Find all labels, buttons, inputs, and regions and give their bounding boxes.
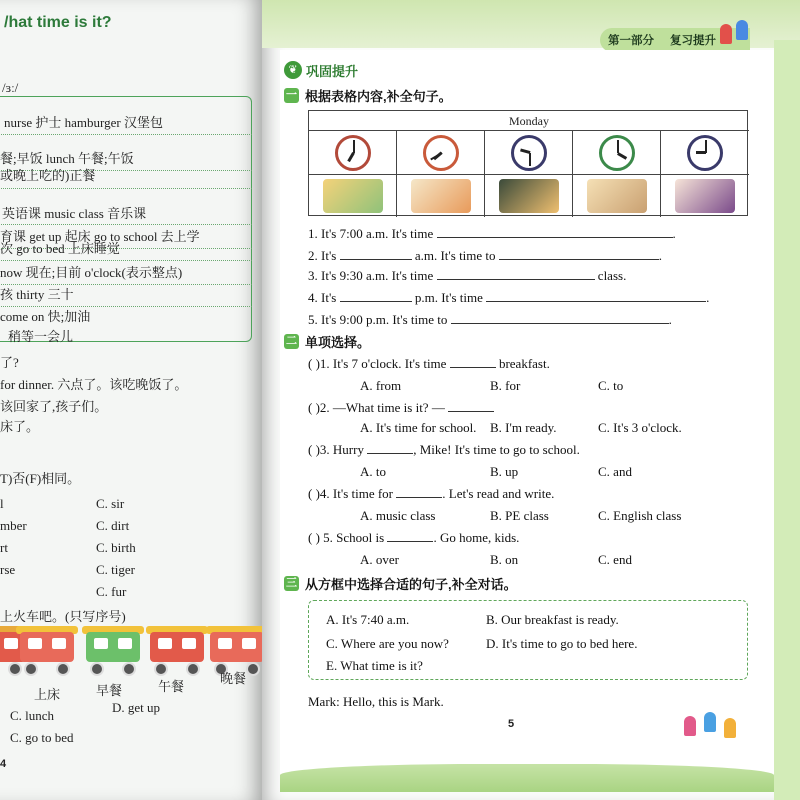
q2-option[interactable]: C. English class [598,508,682,523]
answer-blank[interactable] [448,400,494,412]
vocab-line: nurse 护士 hamburger 汉堡包 [4,115,163,130]
train-car [148,626,208,680]
tf-option: C. birth [96,540,136,555]
clock-icon [423,135,459,171]
vocab-line: 餐;早饭 lunch 午餐;午饭 [0,151,134,166]
question-2-heading: 二 单项选择。 [286,335,371,350]
answer-blank[interactable] [340,290,412,302]
train-instruction: 上火车吧。(只写序号) [0,609,126,624]
leaf-icon: ❦ [284,61,302,79]
schedule-table [308,110,748,216]
question-3-heading: 三 从方框中选择合适的句子,补全对话。 [286,577,517,592]
q2-option[interactable]: B. up [490,464,519,479]
train-car [18,626,78,680]
clock-cell [573,131,661,175]
train-option: D. get up [112,700,161,715]
dialog-line: Mark: Hello, this is Mark. [308,694,444,709]
clock-cell [309,131,397,175]
train-label: 晚餐 [220,671,247,686]
header-section: 复习提升 [670,35,716,47]
sentence-line: for dinner. 六点了。该吃晚饭了。 [0,377,188,392]
table-day: Monday [309,111,749,131]
scene-cell [485,175,573,217]
q2-option[interactable]: B. PE class [490,508,549,523]
tf-left: rse [0,562,16,577]
kids-illustration [720,24,732,44]
q2-option[interactable]: C. It's 3 o'clock. [598,420,682,435]
q2-option[interactable]: A. music class [360,508,436,523]
q2-option[interactable]: C. and [598,464,632,479]
q1-item: 4. It's p.m. It's time . [308,290,710,305]
sentence-line: 该回家了,孩子们。 [0,399,108,414]
answer-blank[interactable] [499,248,659,260]
tf-option: C. tiger [96,562,135,577]
tf-left: l [0,496,4,511]
kids-illustration [684,716,696,736]
q2-option[interactable]: A. It's time for school. [360,420,477,435]
sentence-option: D. It's time to go to bed here. [486,636,638,651]
answer-blank[interactable] [450,356,496,368]
answer-blank[interactable] [396,486,442,498]
tf-option: C. fur [96,584,127,599]
going-to-school-image [411,179,471,213]
train-label: 早餐 [96,683,123,698]
vocab-line: 稍等一会儿 [8,329,74,344]
sentence-line: 床了。 [0,419,40,434]
answer-blank[interactable] [486,290,706,302]
q2-stem: ( )1. It's 7 o'clock. It's time breakfast. [308,356,550,371]
class-image [499,179,559,213]
scene-cell [661,175,749,217]
answer-blank[interactable] [437,268,595,280]
grass-decoration [280,764,774,792]
tf-left: rt [0,540,8,555]
vocab-line: come on 快;加油 [0,309,91,324]
phonetic-label: /ɜː/ [2,80,19,95]
going-home-image [587,179,647,213]
scene-cell [309,175,397,217]
scene-cell [397,175,485,217]
train-option: C. go to bed [10,730,74,745]
header-part: 第一部分 [608,35,654,47]
answer-blank[interactable] [367,442,413,454]
page-number: 5 [508,718,515,730]
vocab-line: 次 go to bed 上床睡觉 [0,241,120,256]
answer-blank[interactable] [387,530,433,542]
vocab-line: 孩 thirty 三十 [0,287,74,302]
clock-icon [511,135,547,171]
q2-stem: ( ) 5. School is . Go home, kids. [308,530,520,545]
sentence-option: C. Where are you now? [326,636,449,651]
clock-icon [687,135,723,171]
left-page [0,0,262,800]
clock-cell [485,131,573,175]
tf-left: mber [0,518,27,533]
vocab-line: 或晚上吃的)正餐 [0,168,96,183]
q1-item: 1. It's 7:00 a.m. It's time . [308,226,676,241]
sentence-option: A. It's 7:40 a.m. [326,612,410,627]
kids-illustration [704,712,716,732]
q2-stem: ( )3. Hurry , Mike! It's time to go to school. [308,442,580,457]
clock-cell [661,131,749,175]
train-label: 上床 [34,687,61,702]
sentence-option: B. Our breakfast is ready. [486,612,619,627]
q2-option[interactable]: B. on [490,552,519,567]
q2-stem: ( )4. It's time for . Let's read and write. [308,486,555,501]
question-1-heading: 一 根据表格内容,补全句子。 [286,89,452,104]
q1-item: 5. It's 9:00 p.m. It's time to . [308,312,672,327]
getting-up-image [323,179,383,213]
vocab-line: 育课 get up 起床 go to school 去上学 [0,229,200,244]
train-label: 午餐 [158,679,185,694]
sentence-option: E. What time is it? [326,658,423,673]
right-page [262,0,800,800]
tf-option: C. dirt [96,518,130,533]
kids-illustration [724,718,736,738]
bed-image [675,179,735,213]
left-page-number: 4 [0,758,7,770]
section-title: ❦ 巩固提升 [284,60,358,80]
answer-blank[interactable] [340,248,412,260]
vocab-line: 英语课 music class 音乐课 [2,206,147,221]
scene-cell [573,175,661,217]
q2-option[interactable]: A. from [360,378,402,393]
kids-illustration [736,20,748,40]
q2-option[interactable]: C. to [598,378,624,393]
sentence-line: 了? [0,355,19,370]
answer-blank[interactable] [437,226,673,238]
clock-cell [397,131,485,175]
tf-option: C. sir [96,496,125,511]
train-car [84,626,144,680]
q2-option[interactable]: C. end [598,552,632,567]
tf-instruction: T)否(F)相同。 [0,471,81,486]
clock-icon [335,135,371,171]
q2-option[interactable]: A. to [360,464,386,479]
q2-option[interactable]: B. I'm ready. [490,420,557,435]
q2-option[interactable]: B. for [490,378,521,393]
left-page-title: /hat time is it? [4,14,112,31]
q1-item: 2. It's a.m. It's time to . [308,248,663,263]
train-option: C. lunch [10,708,55,723]
clock-icon [599,135,635,171]
q2-stem: ( )2. —What time is it? — [308,400,494,416]
answer-blank[interactable] [451,312,669,324]
vocab-line: now 现在;目前 o'clock(表示整点) [0,265,183,280]
q1-item: 3. It's 9:30 a.m. It's time class. [308,268,627,283]
q2-option[interactable]: A. over [360,552,399,567]
